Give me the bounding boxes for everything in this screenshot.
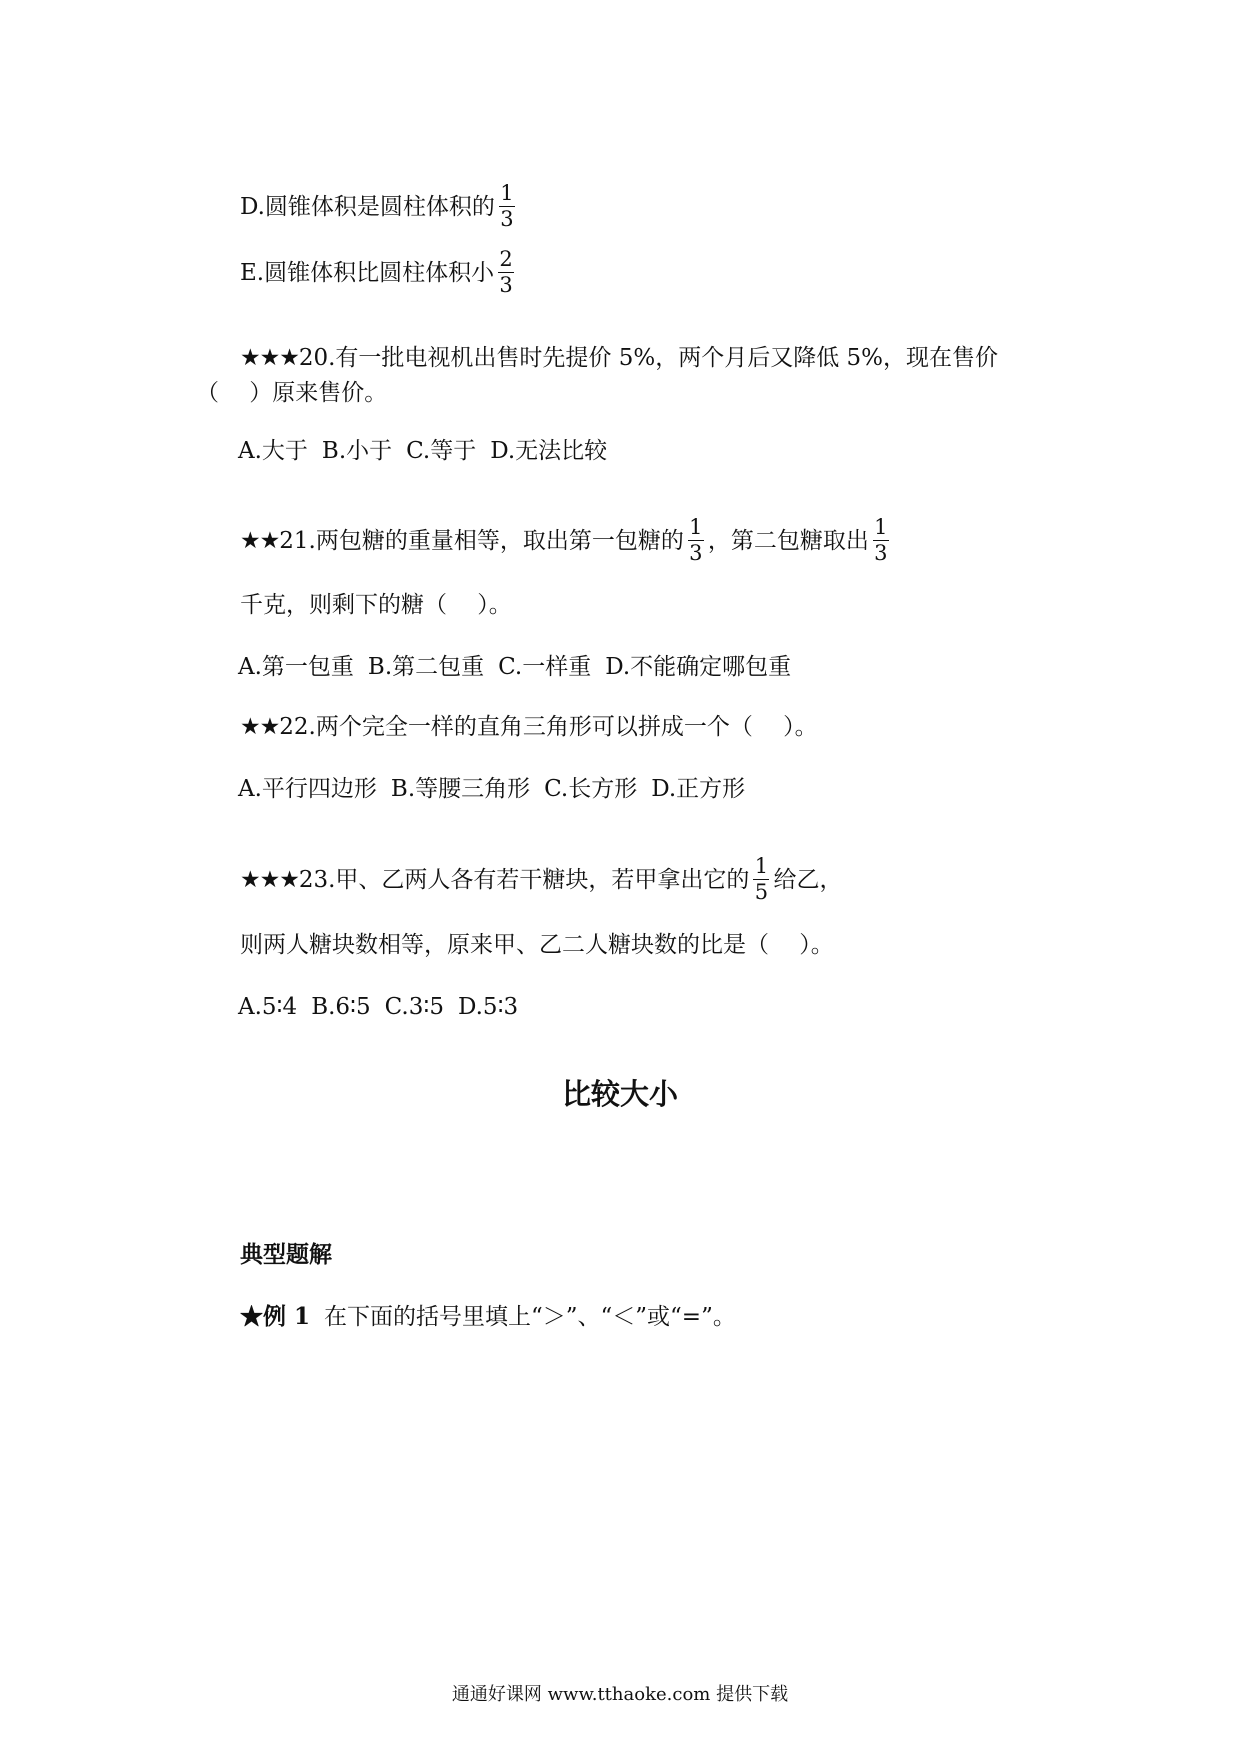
- fraction: [499, 182, 515, 231]
- q20-stem-text: 20.有一批电视机出售时先提价 5%，两个月后又降低 5%，现在售价: [298, 345, 999, 371]
- q21-options: [238, 652, 791, 682]
- subheading: [240, 1240, 332, 1270]
- option-b: B.6∶5: [311, 994, 371, 1020]
- difficulty-stars: ★★★: [240, 866, 299, 893]
- fraction-denominator: 3: [499, 273, 513, 297]
- q20-stem-text-2: （ ）原来售价。: [196, 380, 388, 406]
- q21-stem-line1: [240, 516, 893, 565]
- fraction-denominator: 3: [874, 541, 888, 565]
- example-label: ★例 1: [240, 1303, 311, 1330]
- q21-stem-line2: [240, 590, 512, 620]
- q19-option-e: [240, 248, 518, 297]
- q21-stem-text: 21.两包糖的重量相等，取出第一包糖的: [279, 527, 684, 554]
- fraction-numerator: 1: [500, 181, 514, 205]
- q19-option-d-text: D.圆锥体积是圆柱体积的: [240, 193, 495, 220]
- page-footer: 通通好课网 www.tthaoke.com 提供下载: [451, 1684, 789, 1705]
- fraction-numerator: 2: [499, 247, 513, 271]
- q19-option-d: [240, 182, 519, 231]
- q23-stem-text-2: 给乙，: [773, 866, 843, 893]
- option-c: C.3∶5: [384, 994, 444, 1020]
- option-b: B.等腰三角形: [390, 776, 531, 802]
- q23-stem-line1: [240, 855, 842, 904]
- difficulty-stars: ★★: [240, 714, 280, 740]
- fraction-numerator: 1: [754, 854, 769, 878]
- option-c: C.一样重: [498, 654, 592, 680]
- option-d: D.不能确定哪包重: [605, 654, 792, 680]
- q21-stem-text-2: ，第二包糖取出: [707, 527, 869, 554]
- q22-stem: [240, 712, 818, 742]
- q20-stem-line2: [196, 378, 387, 408]
- fraction: [873, 516, 889, 565]
- fraction-numerator: 1: [874, 515, 888, 539]
- option-d: D.正方形: [651, 776, 746, 802]
- q22-options: [238, 774, 745, 804]
- q21-stem-text-3: 千克，则剩下的糖（ ）。: [240, 592, 512, 618]
- q23-stem-text: 23.甲、乙两人各有若干糖块，若甲拿出它的: [298, 866, 750, 893]
- option-a: A.第一包重: [238, 654, 354, 680]
- option-a: A.平行四边形: [238, 776, 377, 802]
- option-c: C.等于: [406, 438, 477, 464]
- option-c: C.长方形: [544, 776, 638, 802]
- subheading-text: 典型题解: [240, 1241, 332, 1268]
- fraction-denominator: 5: [754, 880, 769, 904]
- fraction: [753, 855, 769, 904]
- option-d: D.5∶3: [458, 994, 519, 1020]
- q23-options: [238, 992, 518, 1022]
- q22-stem-text: 22.两个完全一样的直角三角形可以拼成一个（ ）。: [279, 714, 818, 740]
- option-a: A.大于: [238, 438, 308, 464]
- q23-stem-line2: [240, 930, 834, 960]
- q20-options: [238, 436, 607, 466]
- section-title: 比较大小: [561, 1077, 678, 1111]
- option-b: B.小于: [321, 438, 393, 464]
- fraction-denominator: 3: [689, 541, 703, 565]
- fraction-denominator: 3: [500, 207, 514, 231]
- example-1: [240, 1302, 736, 1332]
- fraction: [498, 248, 514, 297]
- fraction: [688, 516, 704, 565]
- q19-option-e-text: E.圆锥体积比圆柱体积小: [240, 259, 495, 286]
- example-text: 在下面的括号里填上“＞”、“＜”或“=”。: [324, 1304, 736, 1330]
- fraction-numerator: 1: [689, 515, 703, 539]
- difficulty-stars: ★★★: [240, 345, 299, 371]
- q20-stem-line1: [240, 343, 998, 373]
- q23-stem-text-3: 则两人糖块数相等，原来甲、乙二人糖块数的比是（ ）。: [240, 932, 834, 958]
- option-d: D.无法比较: [490, 438, 608, 464]
- option-a: A.5∶4: [238, 994, 298, 1020]
- difficulty-stars: ★★: [240, 527, 280, 554]
- option-b: B.第二包重: [367, 654, 485, 680]
